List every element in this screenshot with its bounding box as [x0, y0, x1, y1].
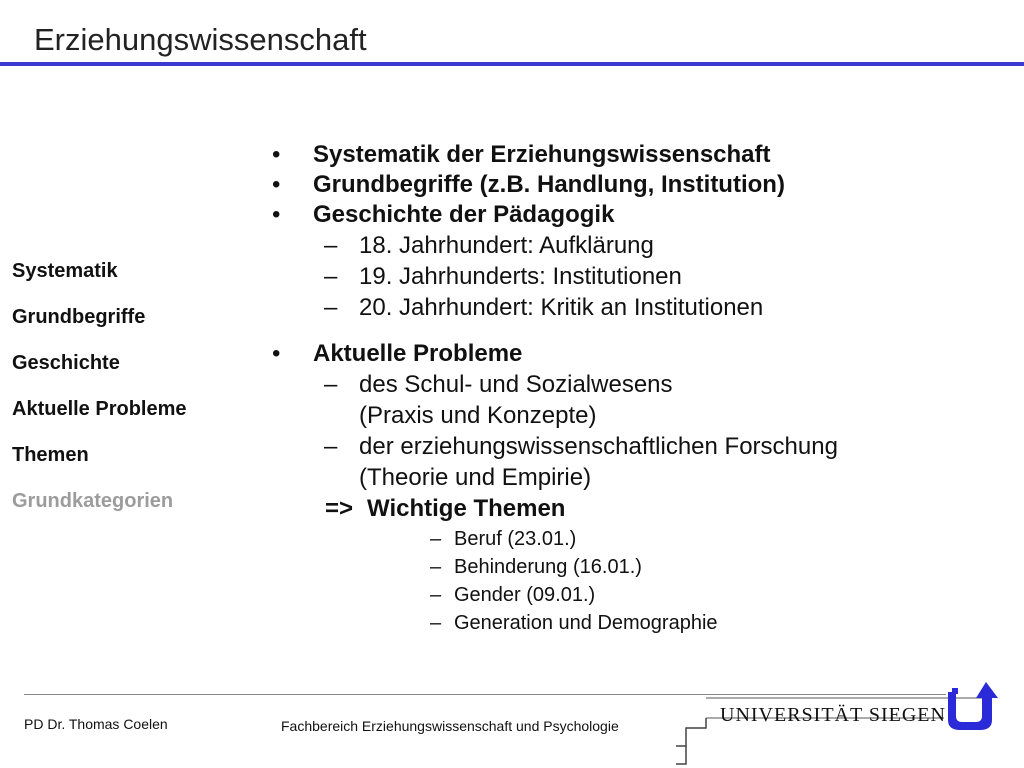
bullet-item	[270, 140, 970, 170]
theme-item	[270, 581, 970, 609]
sub-item-continuation	[270, 400, 970, 431]
theme-item-text: Beruf (23.01.)	[454, 528, 577, 550]
dash-marker: –	[324, 232, 338, 259]
footer-author: PD Dr. Thomas Coelen	[24, 716, 168, 732]
nav-item-geschichte[interactable]: Geschichte	[12, 352, 120, 374]
dash-marker: –	[324, 433, 338, 460]
dash-marker: –	[324, 371, 338, 398]
sub-item	[270, 431, 970, 462]
dash-marker: –	[430, 556, 442, 578]
nav-item-systematik[interactable]: Systematik	[12, 260, 118, 282]
sub-item-text: 20. Jahrhundert: Kritik an Institutionen	[359, 294, 764, 321]
theme-item-text: Gender (09.01.)	[454, 584, 596, 606]
dash-marker: –	[430, 528, 442, 550]
dash-marker: –	[324, 263, 338, 290]
nav-item-aktuelle-probleme[interactable]: Aktuelle Probleme	[12, 398, 187, 420]
bullet-text: Aktuelle Probleme	[313, 340, 523, 367]
sub-item-text: (Praxis und Konzepte)	[359, 402, 597, 429]
sub-item-text: der erziehungswissenschaftlichen Forschung	[359, 433, 838, 460]
bullet-text: Grundbegriffe (z.B. Handlung, Institution)	[313, 171, 785, 198]
bullet-text: Systematik der Erziehungswissenschaft	[313, 141, 771, 168]
theme-item	[270, 553, 970, 581]
theme-item	[270, 609, 970, 637]
bullet-marker: •	[272, 141, 281, 168]
bullet-item	[270, 339, 970, 369]
bullet-marker: •	[272, 340, 281, 367]
university-name: UNIVERSITÄT SIEGEN	[720, 704, 946, 726]
themes-heading-text: Wichtige Themen	[367, 495, 566, 522]
sub-item	[270, 369, 970, 400]
nav-item-grundkategorien[interactable]: Grundkategorien	[12, 490, 174, 512]
sub-item-text: (Theorie und Empirie)	[359, 464, 592, 491]
bullet-marker: •	[272, 201, 281, 228]
sub-item-text: des Schul- und Sozialwesens	[359, 371, 673, 398]
bullet-marker: •	[272, 171, 281, 198]
sub-item	[270, 230, 970, 261]
sub-item	[270, 261, 970, 292]
sub-item	[270, 292, 970, 323]
nav-item-themen[interactable]: Themen	[12, 444, 89, 466]
themes-heading	[270, 493, 970, 525]
sub-item-continuation	[270, 462, 970, 493]
nav-item-grundbegriffe[interactable]: Grundbegriffe	[12, 306, 146, 328]
slide-title: Erziehungswissenschaft	[34, 22, 367, 57]
title-divider	[0, 62, 1024, 66]
sub-item-text: 18. Jahrhundert: Aufklärung	[359, 232, 654, 259]
theme-item-text: Behinderung (16.01.)	[454, 556, 642, 578]
theme-item-text: Generation und Demographie	[454, 612, 718, 634]
footer-department: Fachbereich Erziehungswissenschaft und Psychologie	[281, 718, 619, 734]
sub-item-text: 19. Jahrhunderts: Institutionen	[359, 263, 682, 290]
arrow-marker: =>	[325, 495, 354, 522]
theme-item	[270, 525, 970, 553]
bullet-item	[270, 170, 970, 200]
dash-marker: –	[430, 584, 442, 606]
slide-content	[270, 140, 970, 637]
dash-marker: –	[324, 294, 338, 321]
side-navigation	[12, 258, 252, 534]
dash-marker: –	[430, 612, 442, 634]
bullet-text: Geschichte der Pädagogik	[313, 201, 615, 228]
bullet-item	[270, 200, 970, 230]
spacer	[270, 323, 970, 339]
